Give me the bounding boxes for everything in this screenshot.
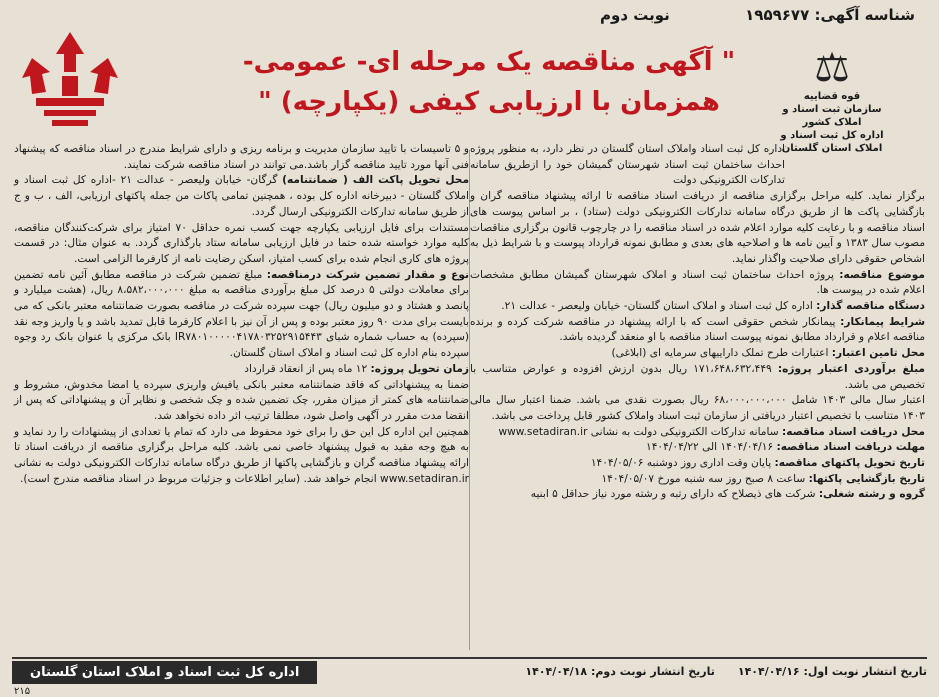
duration-row bbox=[14, 362, 469, 378]
receive-label: محل دریافت اسناد مناقصه: bbox=[781, 425, 925, 438]
paragraph: ضمنا به پیشنهاداتی که فاقد ضمانتنامه معتبر بانکی یافیش واریزی سپرده یا امضا مخدوش، مشروط و ضمانتنامه های کمتر از میزان مقرر، چک تضمین شده و چک شخصی و نظایر آن و پیشنهاداتی که پس از انقضا مدت مقرر در آگهی واصل شود، مطلقا ترتیب اثر داده نخواهد شد. bbox=[14, 378, 469, 422]
scales-of-justice-icon: ⚖ bbox=[814, 45, 850, 91]
title-line-2: همزمان با ارزیابی کیفی (یکپارچه) " bbox=[258, 87, 720, 117]
opening-label: تاریخ بازگشایی پاکتها: bbox=[808, 472, 925, 485]
publish-dates bbox=[525, 665, 927, 678]
packet-row bbox=[14, 173, 469, 220]
delivery-label: تاریخ تحویل پاکتهای مناقصه: bbox=[774, 457, 925, 470]
opening-value: ساعت ۸ صبح روز سه شنبه مورخ ۱۴۰۴/۰۵/۰۷ bbox=[601, 472, 809, 485]
paragraph: مستندات برای فایل ارزیابی یکپارچه جهت کسب نمره حداقل ۷۰ امتیاز برای شرکت‌کنندگان مناقصه، کلیه موارد خواسته شده حتما در فایل ارزیابی سامانه ستاد بارگذاری گردد. به عنوان مثال: در قسمت پروژه های کاری انجام شده برای کسب امتیاز، اسکن رضایت نامه از کارفرما الزامی است. bbox=[14, 221, 469, 265]
credit-value: اعتبارات طرح تملک داراییهای سرمایه ای (ابلاغی) bbox=[611, 347, 832, 360]
ad-id: شناسه آگهی: ۱۹۵۹۶۷۷ bbox=[745, 6, 915, 24]
packet-label: محل تحویل پاکت الف ( ضمانتنامه) bbox=[282, 174, 469, 187]
estimate-label: مبلغ برآوردی اعتبار پروژه: bbox=[777, 362, 925, 375]
subject-row bbox=[470, 268, 925, 299]
round-label: نوبت دوم bbox=[600, 6, 670, 24]
publish-date-1: تاریخ انتشار نوبت اول: ۱۴۰۴/۰۴/۱۶ bbox=[737, 665, 927, 678]
judiciary-label: قوه قضاییه bbox=[803, 91, 861, 102]
packet-value: گرگان- خیابان ولیعصر - عدالت ۲۱ -اداره کل ثبت اسناد و املاک گلستان - دبیرخانه اداره کل بوده ، همچنین تمامی پاکات من جمله پاکتهای ارزیابی، الف ، ب و ج از طریق سامانه تدارکات الکترونیکی ارسال گردد. bbox=[14, 174, 469, 218]
title-line-1: " آگهی مناقصه یک مرحله ای- عمومی- bbox=[242, 47, 736, 77]
org-name-2: اداره کل ثبت اسناد و املاک استان گلستان bbox=[780, 130, 884, 154]
page-number: ۲۱۵ bbox=[14, 686, 31, 697]
authority-value: اداره کل ثبت اسناد و املاک استان گلستان- خیابان ولیعصر - عدالت ۲۱. bbox=[501, 300, 817, 313]
subject-label: موضوع مناقصه: bbox=[839, 268, 925, 281]
ad-title bbox=[189, 42, 789, 122]
delivery-row bbox=[470, 456, 925, 472]
guarantee-label: نوع و مقدار تضمین شرکت درمناقصه: bbox=[266, 268, 469, 281]
authority-label: دستگاه مناقصه گذار: bbox=[816, 300, 925, 313]
deadline-label: مهلت دریافت اسناد مناقصه: bbox=[776, 441, 925, 454]
bidder-row bbox=[470, 315, 925, 346]
opening-row bbox=[470, 472, 925, 488]
credit-row bbox=[470, 346, 925, 362]
paragraph: اعتبار سال مالی ۱۴۰۳ شامل ۶۸،۰۰۰،۰۰۰،۰۰۰ ریال بصورت نقدی می باشد. ضمنا اعتبار سال مالی ۱۴۰۳ متناسب با تخصیص اعتبار دریافتی از سازمان ثبت اسناد واملاک کشور قابل پرداخت می باشد. bbox=[470, 394, 925, 422]
guarantee-value: مبلغ تضمین شرکت در مناقصه مطابق آئین نامه تضمین برای معاملات دولتی ۵ درصد کل مبلغ برآوردی مناقصه به مبلغ ۸،۵۸۲،۰۰۰،۰۰۰ ریال، (هشت میلیارد و پانصد و هشتاد و دو میلیون ریال) جهت سپرده شرکت در مناقصه بصورت ضمانتنامه معتبر بانکی که می بایست برای مدت ۹۰ روز معتبر بوده و پس از آن نیز با اعلام کارفرما قابل تمدید باشد و یا واریز وجه نقد (سپرده) به حساب شماره شبای IR۷۸۰۱۰۰۰۰۰۴۱۷۸۰۳۲۵۲۹۱۵۴۴۳ بانک مرکزی یا عنوان بانک رد وجوه سپرده بنام اداره کل ثبت اسناد و املاک استان گلستان. bbox=[14, 268, 469, 360]
right-column bbox=[470, 142, 925, 503]
credit-label: محل تامین اعتبار: bbox=[831, 347, 925, 360]
left-column bbox=[14, 142, 469, 487]
estimate-value: ۱۷۱،۶۴۸،۶۳۲،۴۴۹ ریال بدون ارزش افزوده و عوارض متناسب با تخصیص می باشد. bbox=[470, 362, 925, 391]
deadline-row bbox=[470, 440, 925, 456]
paragraph: برگزار نماید. کلیه مراحل برگزاری مناقصه از دریافت اسناد مناقصه تا ارائه پیشنهاد مناقصه گران و بازگشایی پاکت ها از طریق درگاه سامانه تدارکات الکترونیکی دولت (ستاد) ، بر اساس پیوست های اسناد مناقصه و با رعایت کلیه موارد اعلام شده در اسناد مناقصه را در چارچوب قانون برگزاری مناقصات مصوب سال ۱۳۸۳ و آیین نامه ها و اصلاحیه های بعدی و مطابق نمونه قرارداد پیوست و با شرایط ذیل به اشخاص حقوقی دارای صلاحیت واگذار نماید. bbox=[470, 190, 926, 265]
delivery-value: پایان وقت اداری روز دوشنبه ۱۴۰۴/۰۵/۰۶ bbox=[590, 457, 775, 470]
duration-label: زمان تحویل پروژه: bbox=[370, 362, 469, 375]
group-row bbox=[470, 487, 925, 503]
org-name-1: سازمان ثبت اسناد و املاک کشور bbox=[782, 104, 882, 128]
header-bar bbox=[600, 6, 915, 24]
deadline-value: ۱۴۰۴/۰۴/۱۶ الی ۱۴۰۴/۰۴/۲۲ bbox=[646, 441, 777, 454]
authority-row bbox=[470, 299, 925, 315]
intro-text: اداره کل ثبت اسناد واملاک استان گلستان در نظر دارد، به منظور پروژه احداث ساختمان ثبت اسناد شهرستان گمیشان خود را ازطریق سامانه تدارکات الکترونیکی دولت bbox=[470, 143, 785, 187]
guarantee-row bbox=[14, 268, 469, 362]
publish-date-2: تاریخ انتشار نوبت دوم: ۱۴۰۴/۰۴/۱۸ bbox=[525, 665, 715, 678]
receive-row bbox=[470, 425, 925, 441]
bidder-label: شرایط پیمانکار: bbox=[840, 315, 926, 328]
group-label: گروه و رشته شغلی: bbox=[818, 488, 925, 501]
registry-logo bbox=[10, 28, 130, 138]
estimate-row bbox=[470, 362, 925, 393]
duration-value: ۱۲ ماه پس از انعقاد قرارداد bbox=[244, 362, 371, 375]
bidder-value: پیمانکار شخص حقوقی است که با ارائه پیشنهاد در مناقصه شرکت کرده و برنده مناقصه اعلام و قرارداد مطابق نمونه پیوست اسناد مناقصه با او منعقد گردیده باشد. bbox=[470, 315, 925, 344]
paragraph: همچنین این اداره کل این حق را برای خود محفوظ می دارد که تمام یا تعدادی از پیشنهادات را رد نماید و به هیچ وجه مقید به قبول پیشنهاد خاصی نمی باشد. کلیه مراحل برگزاری مناقصه از دریافت اسناد تا ارائه پیشنهاد مناقصه گران و بازگشایی پاکتها از طریق درگاه سامانه تدارکات الکترونیکی دولت به نشانی www.setadiran.ir انجام خواهد شد. (سایر اطلاعات و جزئیات مربوط در اسناد مناقصه مندرج است). bbox=[14, 425, 469, 485]
subject-value: پروژه احداث ساختمان ثبت اسناد و املاک شهرستان گمیشان مطابق مشخصات اعلام شده در پیوست ها. bbox=[470, 268, 925, 297]
receive-value: سامانه تدارکات الکترونیکی دولت به نشانی www.setadiran.ir bbox=[498, 425, 782, 438]
footer bbox=[12, 657, 927, 689]
paragraph: و ۵ تاسیسات با تایید سازمان مدیریت و برنامه ریزی و دارای شرایط مندرج در اسناد مناقصه که پیشنهاد فنی آنها مورد تایید مناقصه گزار باشد.می توانند در اسناد مناقصه شرکت نمایند. bbox=[14, 143, 470, 171]
group-value: شرکت های ذیصلاح که دارای رتبه و رشته مورد نیاز حداقل ۵ ابنیه bbox=[530, 488, 819, 501]
footer-org-name: اداره کل ثبت اسناد و املاک استان گلستان bbox=[12, 661, 317, 684]
